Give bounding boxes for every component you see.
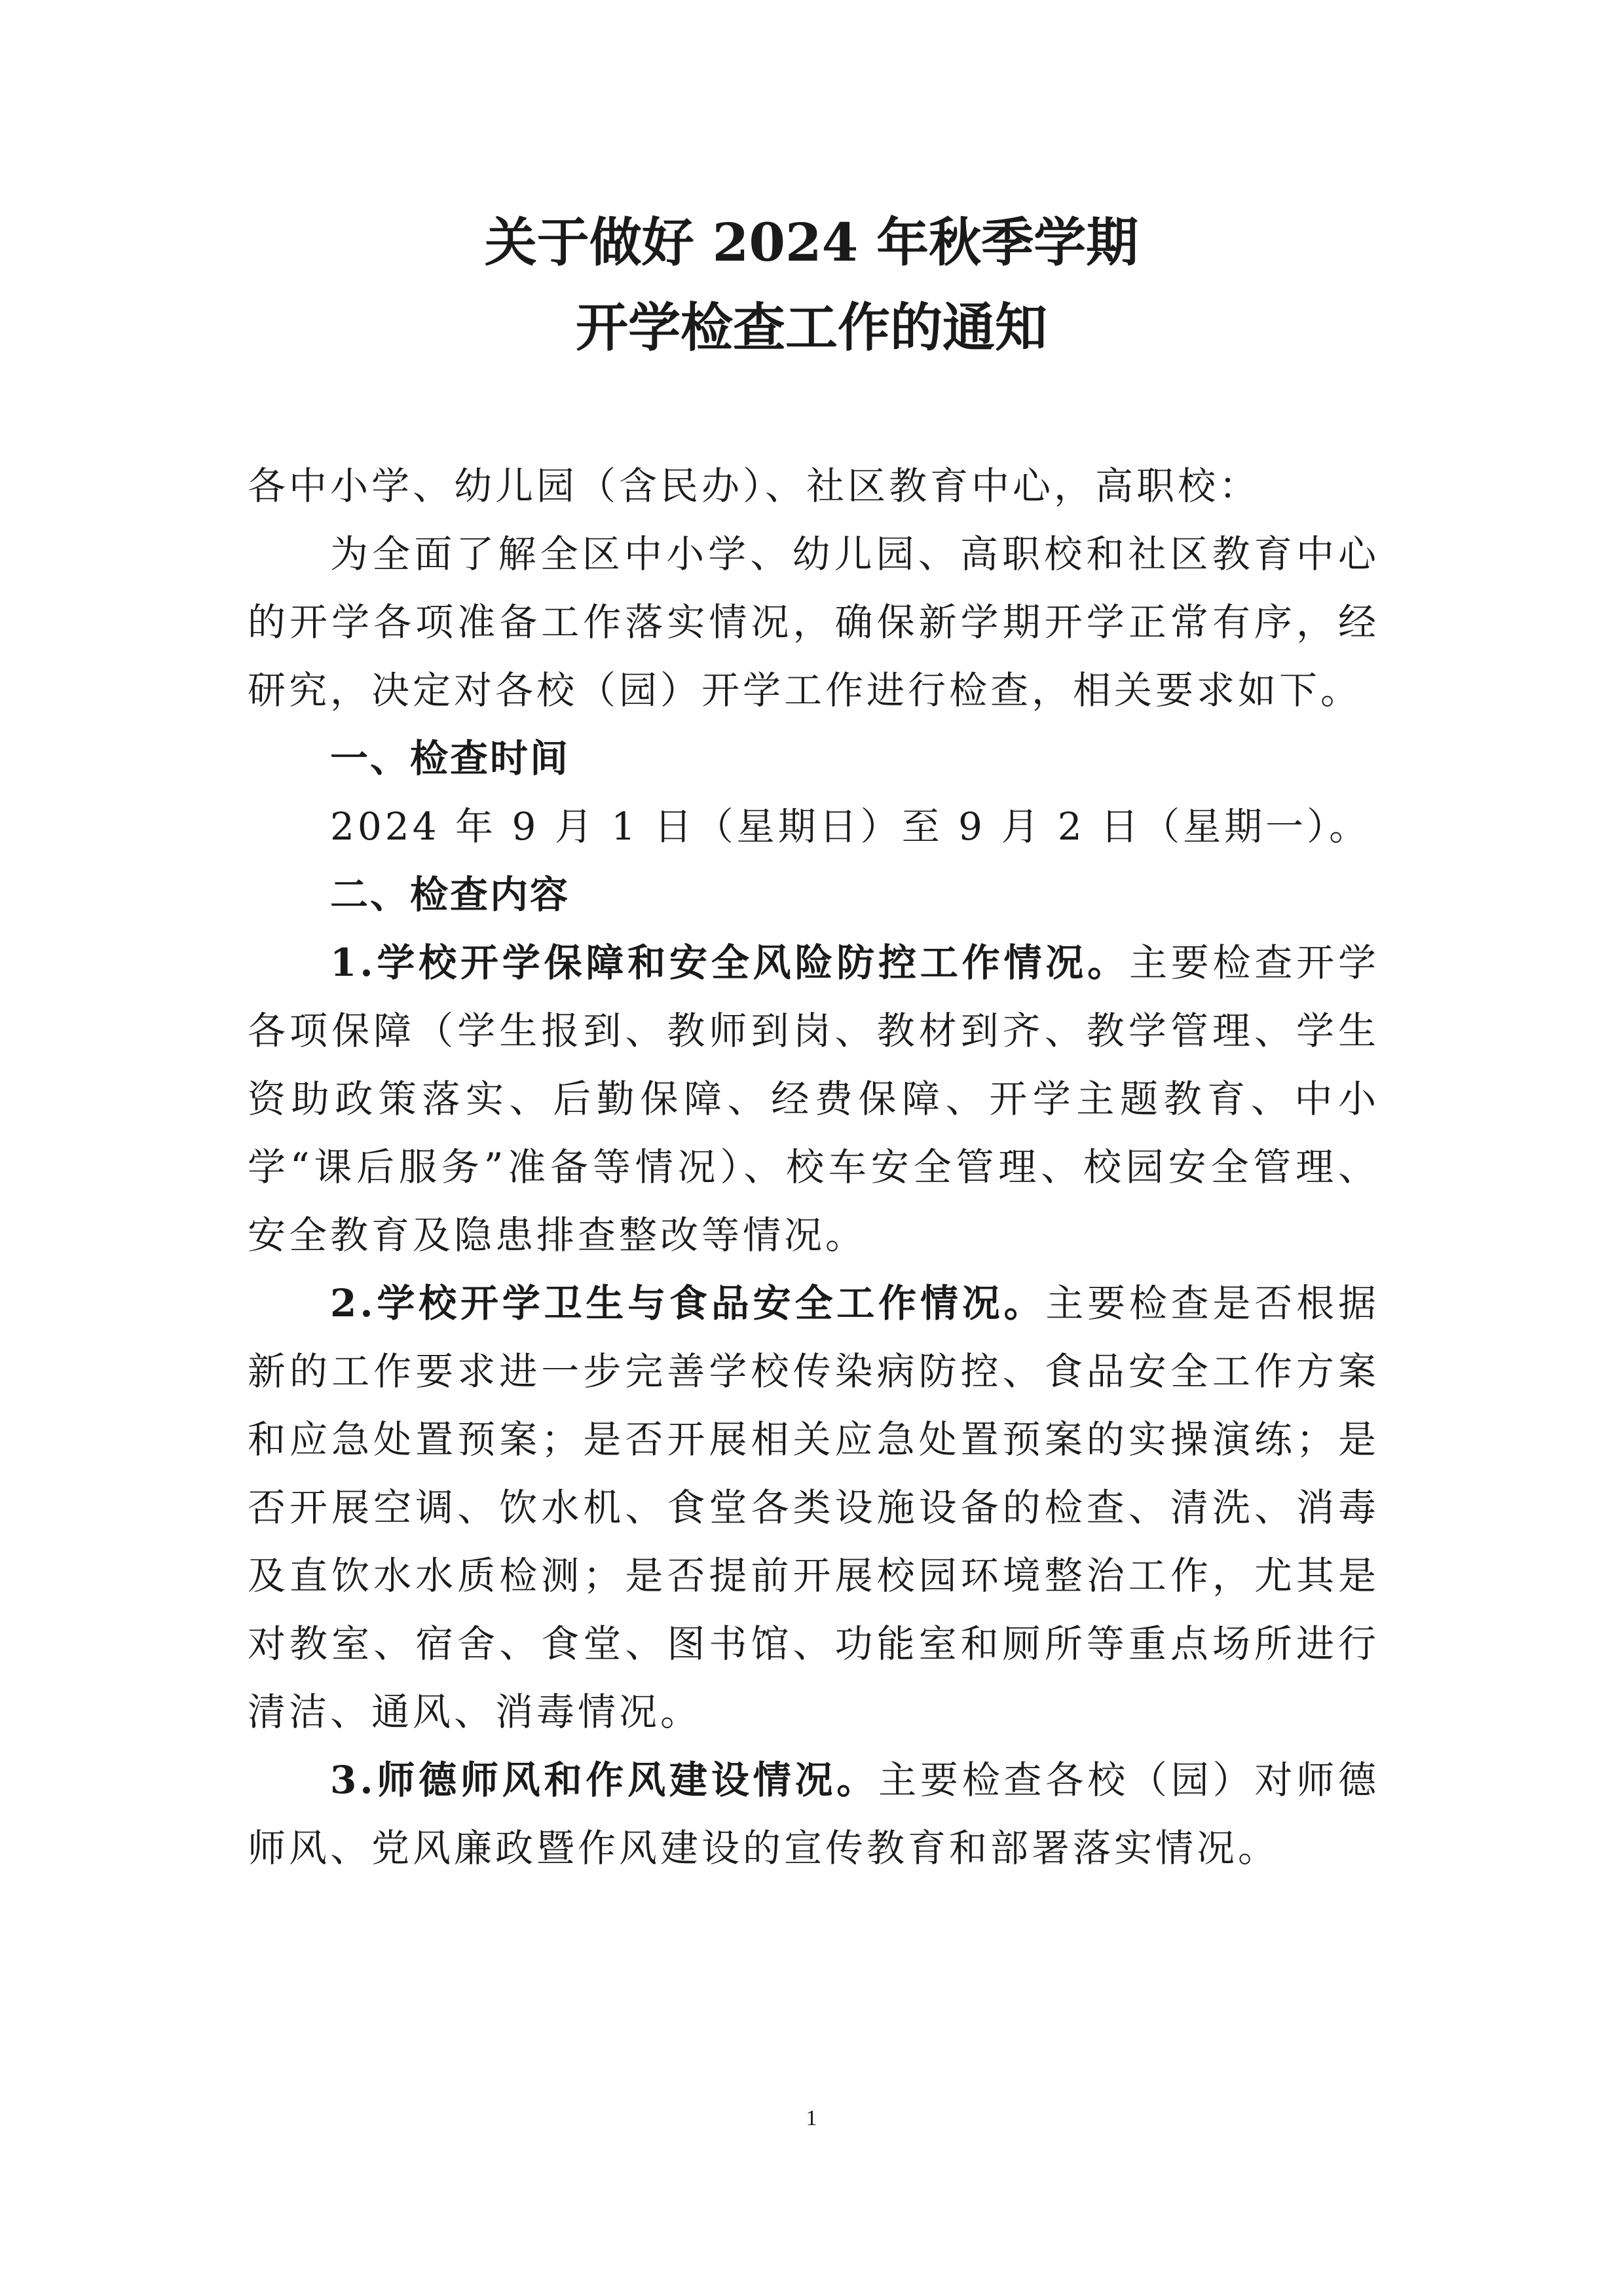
- content-item-2-lead: 2.学校开学卫生与食品安全工作情况。: [330, 1281, 1046, 1325]
- document-title-line2: 开学检查工作的通知: [576, 297, 1047, 358]
- intro-paragraph: 为全面了解全区中小学、幼儿园、高职校和社区教育中心的开学各项准备工作落实情况，确保新学期开学正常有序，经研究，决定对各校（园）开学工作进行检查，相关要求如下。: [248, 532, 1379, 713]
- content-item-3-body: 主要检查各校（园）对师德师风、党风廉政暨作风建设的宣传教育和部署落实情况。: [248, 1758, 1379, 1870]
- salutation: 各中小学、幼儿园（含民办）、社区教育中心，高职校：: [248, 464, 1261, 508]
- content-item-3: [248, 1746, 1379, 1882]
- content-item-2: [248, 1269, 1379, 1746]
- content-item-2-body: 主要检查是否根据新的工作要求进一步完善学校传染病防控、食品安全工作方案和应急处置预案；是否开展相关应急处置预案的实操演练；是否开展空调、饮水机、食堂各类设施设备的检查、清洗、消毒及直饮水水质检测；是否提前开展校园环境整治工作，尤其是对教室、宿舍、食堂、图书馆、功能室和厕所等重点场所进行清洁、通风、消毒情况。: [248, 1281, 1379, 1734]
- section-heading-content: 二、检查内容: [330, 872, 570, 917]
- section-heading-time: 一、检查时间: [330, 736, 570, 781]
- content-item-1-lead: 1.学校开学保障和安全风险防控工作情况。: [330, 940, 1129, 985]
- inspection-dates: 2024 年 9 月 1 日（星期日）至 9 月 2 日（星期一）。: [330, 804, 1371, 849]
- document-body: [248, 452, 1379, 1882]
- content-item-1-body: 主要检查开学各项保障（学生报到、教师到岗、教材到齐、教学管理、学生资助政策落实、后勤保障、经费保障、开学主题教育、中小学“课后服务”准备等情况）、校车安全管理、校园安全管理、安全教育及隐患排查整改等情况。: [248, 940, 1379, 1257]
- content-item-3-lead: 3.师德师风和作风建设情况。: [330, 1758, 879, 1802]
- document-title-line1: 关于做好 2024 年秋季学期: [484, 212, 1139, 273]
- content-item-1: [248, 929, 1379, 1269]
- page-number: 1: [806, 2106, 817, 2130]
